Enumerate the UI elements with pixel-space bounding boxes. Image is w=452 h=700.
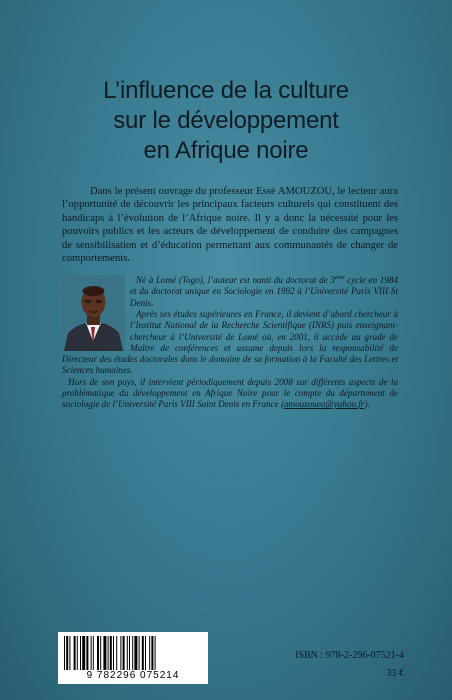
isbn-label: ISBN : 978-2-296-07521-4 bbox=[295, 650, 404, 661]
barcode-number: 9 782296 075214 bbox=[86, 670, 180, 681]
bio-paragraph: Né à Lomé (Togo), l’auteur est nanti du doctorat de 3ème cycle en 1984 et du doctorat unique en Sociologie en 1992 à l’Université Paris VIII St Denis. bbox=[130, 275, 398, 308]
title-line: sur le développement bbox=[113, 107, 339, 134]
author-biography bbox=[62, 273, 398, 411]
author-email[interactable]: amouzouea@yahoo.fr bbox=[283, 399, 365, 410]
barcode bbox=[58, 632, 208, 684]
price-label: 33 € bbox=[386, 668, 404, 679]
book-summary: Dans le présent ouvrage du professeur Essè AMOUZOU, le lecteur aura l’opportunité de découvrir les principaux facteurs culturels qui constituent des handicaps à l’évolution de l’Afrique noire. Il y a donc la nécessité pour les pouvoirs publics et les acteurs de développement de conduire des campagnes de sensibilisation et d’éducation permettant aux communautés de changer de comportements. bbox=[62, 186, 398, 265]
bio-paragraph: Après ses études supérieures en France, il devient d’abord chercheur à l’Institut National de la Recherche Scientifique (INRS) puis enseignant-chercheur à l’Université de Lomé où, en 2001, il accède au grade de Maître de conférences et assume depuis lors la responsabilité de Directeur des études doctorales dans le domaine de sa formation à la Faculté des Lettres et Sciences humaines. bbox=[62, 308, 398, 376]
book-title bbox=[40, 76, 412, 166]
title-line: en Afrique noire bbox=[143, 137, 309, 164]
barcode-bars bbox=[64, 636, 202, 670]
bio-paragraph: Hors de son pays, il intervient périodiquement depuis 2008 sur différents aspects de la problématique du développement en Afrique Noire pour le compte du département de sociologie de l’Université Paris VIII Saint Denis en France (amouzouea@yahoo.fr). bbox=[62, 376, 398, 410]
title-line: L’influence de la culture bbox=[103, 77, 349, 104]
